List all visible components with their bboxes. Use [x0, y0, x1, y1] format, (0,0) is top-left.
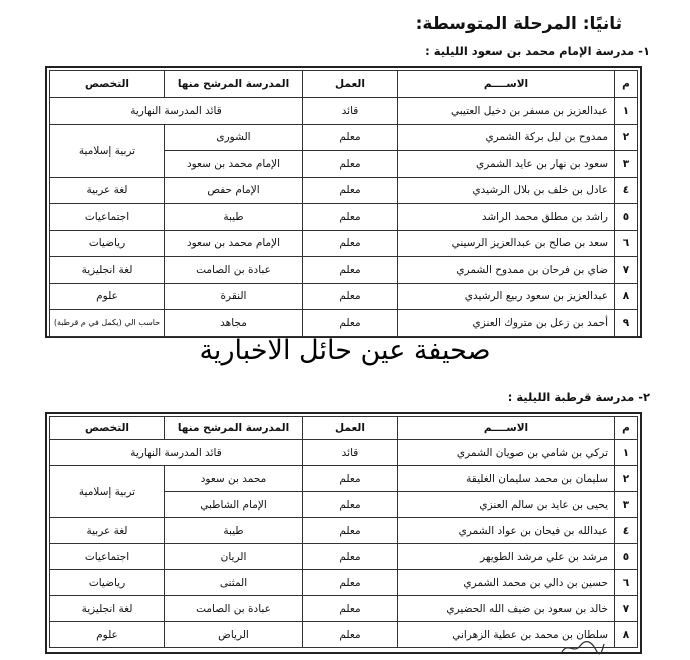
table-row — [50, 544, 638, 570]
table-row — [50, 466, 638, 492]
col-header-spec: التخصص — [50, 71, 165, 98]
table-row — [50, 204, 638, 231]
cell-school: الرياض — [165, 622, 303, 648]
cell-school: قائد المدرسة النهارية — [50, 440, 303, 466]
cell-school: المثنى — [165, 570, 303, 596]
cell-name: أحمد بن زعل بن متروك العنزي — [398, 310, 615, 337]
cell-name: ضاي بن فرحان بن ممدوح الشمري — [398, 257, 615, 284]
table-row — [50, 596, 638, 622]
cell-num: ٥ — [615, 544, 638, 570]
cell-job: معلم — [303, 283, 398, 310]
table-row — [50, 310, 638, 337]
col-header-spec: التخصص — [50, 417, 165, 440]
cell-school: محمد بن سعود — [165, 466, 303, 492]
cell-name: تركي بن شامي بن صويان الشمري — [398, 440, 615, 466]
school1-title: ١- مدرسة الإمام محمد بن سعود الليلية : — [425, 44, 650, 58]
cell-num: ٧ — [615, 257, 638, 284]
cell-school: الإمام محمد بن سعود — [165, 151, 303, 178]
cell-job: معلم — [303, 310, 398, 337]
cell-job: معلم — [303, 151, 398, 178]
cell-num: ٨ — [615, 622, 638, 648]
cell-name: سعود بن نهار بن عايد الشمري — [398, 151, 615, 178]
cell-spec: تربية إسلامية — [50, 124, 165, 177]
cell-job: معلم — [303, 492, 398, 518]
cell-job: قائد — [303, 98, 398, 125]
cell-spec: علوم — [50, 622, 165, 648]
table-row — [50, 570, 638, 596]
cell-school: الإمام محمد بن سعود — [165, 230, 303, 257]
table-row — [50, 230, 638, 257]
school1-table — [49, 70, 638, 337]
cell-job: معلم — [303, 124, 398, 151]
cell-spec: رياضيات — [50, 230, 165, 257]
cell-spec: علوم — [50, 283, 165, 310]
col-header-job: العمل — [303, 417, 398, 440]
cell-school: قائد المدرسة النهارية — [50, 98, 303, 125]
cell-name: حسين بن دالي بن محمد الشمري — [398, 570, 615, 596]
school2-table-frame — [45, 412, 642, 654]
table-header-row — [50, 417, 638, 440]
cell-job: قائد — [303, 440, 398, 466]
cell-name: سلطان بن محمد بن عطية الزهراني — [398, 622, 615, 648]
handwritten-mark — [560, 640, 605, 656]
table-row — [50, 518, 638, 544]
cell-spec: لغة عربية — [50, 518, 165, 544]
cell-name: عبدالعزيز بن مسفر بن دخيل العتيبي — [398, 98, 615, 125]
cell-name: سعد بن صالح بن عبدالعزيز الرسيني — [398, 230, 615, 257]
cell-job: معلم — [303, 622, 398, 648]
cell-spec: اجتماعيات — [50, 204, 165, 231]
cell-school: الشورى — [165, 124, 303, 151]
cell-name: مرشد بن علي مرشد الطويهر — [398, 544, 615, 570]
cell-num: ٣ — [615, 151, 638, 178]
cell-name: سليمان بن محمد سليمان الغليقة — [398, 466, 615, 492]
cell-job: معلم — [303, 177, 398, 204]
cell-num: ٦ — [615, 570, 638, 596]
cell-school: عبادة بن الصامت — [165, 596, 303, 622]
table-row — [50, 283, 638, 310]
col-header-name: الاســــم — [398, 71, 615, 98]
cell-name: يحيى بن عايد بن سالم العنزي — [398, 492, 615, 518]
cell-num: ٩ — [615, 310, 638, 337]
cell-job: معلم — [303, 570, 398, 596]
cell-job: معلم — [303, 230, 398, 257]
cell-job: معلم — [303, 204, 398, 231]
cell-name: خالد بن سعود بن ضيف الله الحضيري — [398, 596, 615, 622]
section-heading: ثانيًا: المرحلة المتوسطة: — [415, 14, 622, 34]
cell-num: ٧ — [615, 596, 638, 622]
cell-num: ١ — [615, 98, 638, 125]
cell-num: ٣ — [615, 492, 638, 518]
cell-spec: اجتماعيات — [50, 544, 165, 570]
table-row — [50, 622, 638, 648]
cell-num: ٤ — [615, 518, 638, 544]
cell-num: ٢ — [615, 124, 638, 151]
col-header-name: الاســــم — [398, 417, 615, 440]
col-header-school: المدرسة المرشح منها — [165, 71, 303, 98]
cell-num: ٥ — [615, 204, 638, 231]
cell-spec: تربية إسلامية — [50, 466, 165, 518]
cell-school: طيبة — [165, 204, 303, 231]
table-row — [50, 440, 638, 466]
cell-job: معلم — [303, 596, 398, 622]
table-row — [50, 98, 638, 125]
cell-spec: حاسب الي (يكمل في م قرطبة) — [50, 310, 165, 337]
cell-num: ٤ — [615, 177, 638, 204]
cell-school: الريان — [165, 544, 303, 570]
cell-school: طيبة — [165, 518, 303, 544]
cell-spec: لغة انجليزية — [50, 596, 165, 622]
cell-school: الإمام الشاطبي — [165, 492, 303, 518]
cell-spec: رياضيات — [50, 570, 165, 596]
col-header-num: م — [615, 417, 638, 440]
table-row — [50, 257, 638, 284]
cell-job: معلم — [303, 257, 398, 284]
table-row — [50, 177, 638, 204]
cell-num: ٢ — [615, 466, 638, 492]
cell-spec: لغة انجليزية — [50, 257, 165, 284]
cell-spec: لغة عربية — [50, 177, 165, 204]
cell-num: ١ — [615, 440, 638, 466]
cell-job: معلم — [303, 544, 398, 570]
cell-name: عبدالله بن فيحان بن عواد الشمري — [398, 518, 615, 544]
watermark-text: صحيفة عين حائل الاخبارية — [199, 335, 491, 366]
school2-title: ٢- مدرسة قرطبة الليلية : — [507, 390, 650, 404]
cell-school: النقرة — [165, 283, 303, 310]
cell-school: مجاهد — [165, 310, 303, 337]
cell-name: راشد بن مطلق محمد الراشد — [398, 204, 615, 231]
cell-num: ٨ — [615, 283, 638, 310]
cell-name: عبدالعزيز بن سعود ربيع الرشيدي — [398, 283, 615, 310]
col-header-school: المدرسة المرشح منها — [165, 417, 303, 440]
table-header-row — [50, 71, 638, 98]
cell-name: ممدوح بن ليل بركة الشمري — [398, 124, 615, 151]
cell-school: الإمام حفص — [165, 177, 303, 204]
cell-num: ٦ — [615, 230, 638, 257]
school2-table — [49, 416, 638, 648]
cell-name: عادل بن خلف بن بلال الرشيدي — [398, 177, 615, 204]
school1-table-frame — [45, 66, 642, 338]
col-header-job: العمل — [303, 71, 398, 98]
col-header-num: م — [615, 71, 638, 98]
table-row — [50, 124, 638, 151]
cell-school: عبادة بن الصامت — [165, 257, 303, 284]
cell-job: معلم — [303, 518, 398, 544]
cell-job: معلم — [303, 466, 398, 492]
